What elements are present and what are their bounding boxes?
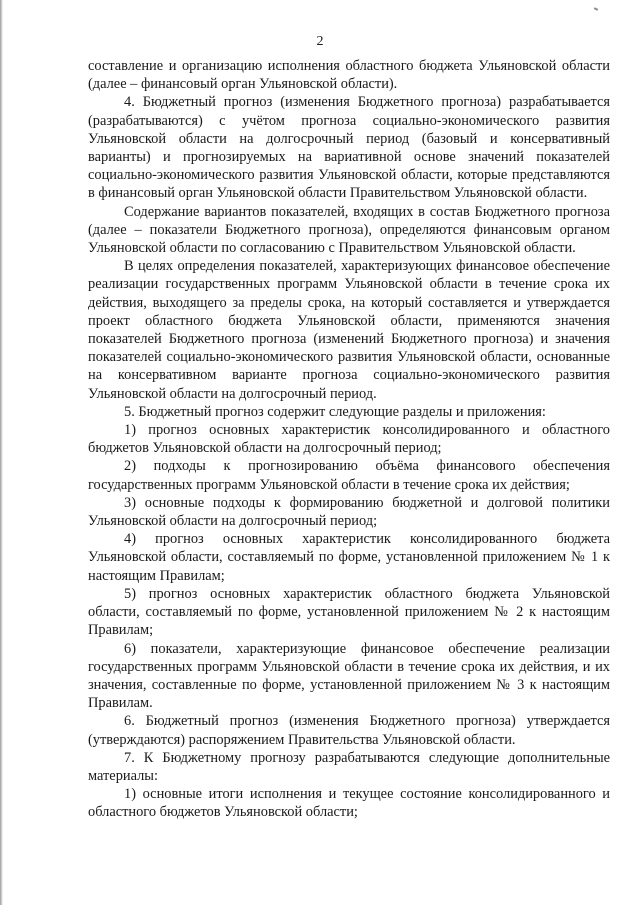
paragraph-indicators-content: Содержание вариантов показателей, входящих в состав Бюджетного прогноза (далее – показатели Бюджетного прогноза), определяются финансовым органом Ульяновской области по согласованию с Правительством Ульяновской области. [88, 203, 610, 257]
scan-mark [594, 7, 598, 11]
paragraph-item-7: 7. К Бюджетному прогнозу разрабатываются следующие дополнительные материалы: [88, 749, 610, 784]
paragraph-item-4: 4. Бюджетный прогноз (изменения Бюджетного прогноза) разрабатывается (разрабатываются) с учётом прогноза социально-экономического развития Ульяновской области на долгосрочный период (базовый и консервативный варианты) и прогнозируемых на вариативной основе значений показателей социально-экономического развития Ульяновской области, которые представляются в финансовый орган Ульяновской области Правительством Ульяновской области. [88, 94, 610, 202]
list-item-5-5: 5) прогноз основных характеристик областного бюджета Ульяновской области, составляемый по форме, установленной приложением № 2 к настоящим Правилам; [88, 585, 610, 639]
paragraph-continuation: составление и организацию исполнения областного бюджета Ульяновской области (далее – финансовый орган Ульяновской области). [88, 58, 610, 93]
list-item-5-3: 3) основные подходы к формированию бюджетной и долговой политики Ульяновской области на долгосрочный период; [88, 494, 610, 530]
document-body [88, 57, 610, 822]
list-item-5-6: 6) показатели, характеризующие финансовое обеспечение реализации государственных программ Ульяновской области в течение срока их действия, и их значения, составленные по форме, установленной приложением № 3 к настоящим Правилам. [88, 640, 610, 712]
list-item-5-2: 2) подходы к прогнозированию объёма финансового обеспечения государственных программ Ульяновской области в течение срока их действия; [88, 458, 610, 493]
paragraph-item-6: 6. Бюджетный прогноз (изменения Бюджетного прогноза) утверждается (утверждаются) распоряжением Правительства Ульяновской области. [88, 713, 610, 748]
paragraph-item-5: 5. Бюджетный прогноз содержит следующие разделы и приложения: [124, 403, 546, 420]
list-item-5-1: 1) прогноз основных характеристик консолидированного и областного бюджетов Ульяновской области на долгосрочный период; [88, 422, 610, 457]
list-item-7-1: 1) основные итоги исполнения и текущее состояние консолидированного и областного бюджетов Ульяновской области; [88, 786, 610, 821]
paragraph-financial-support: В целях определения показателей, характеризующих финансовое обеспечение реализации государственных программ Ульяновской области в течение срока их действия, выходящего за пределы срока, на который составляется и утверждается проект областного бюджета Ульяновской области, применяются значения показателей Бюджетного прогноза (изменений Бюджетного прогноза) и значения показателей социально-экономического развития Ульяновской области, основанные на консервативном варианте прогноза социально-экономического развития Ульяновской области на долгосрочный период. [88, 258, 610, 402]
scan-edge-shadow [0, 0, 3, 905]
list-item-5-4: 4) прогноз основных характеристик консолидированного бюджета Ульяновской области, составляемый по форме, установленной приложением № 1 к настоящим Правилам; [88, 531, 610, 584]
page-number: 2 [316, 34, 324, 49]
